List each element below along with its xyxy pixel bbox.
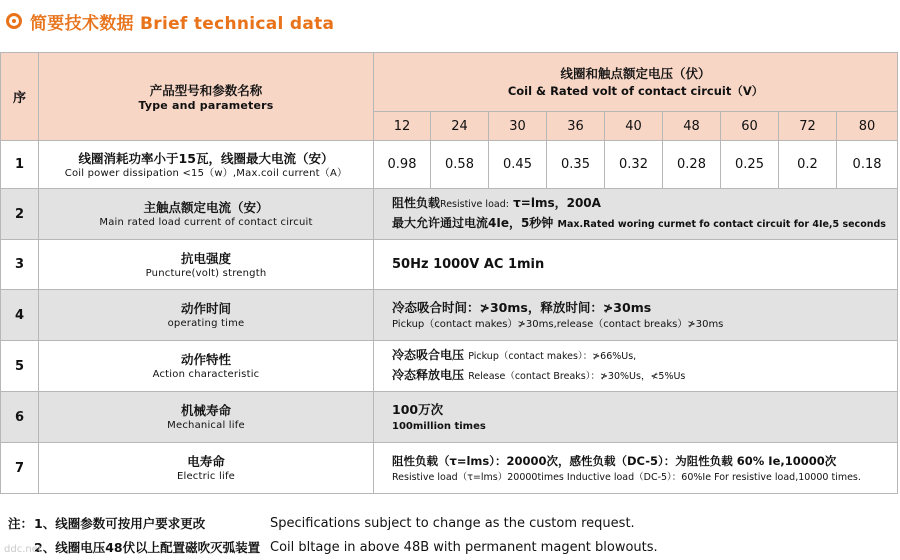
- section-title: [6, 6, 334, 36]
- row-seq: 7: [1, 443, 39, 494]
- table-row: [1, 341, 898, 392]
- row-name-cn: 主触点额定电流（安）: [143, 200, 269, 215]
- description-en: Resistive load:: [440, 199, 509, 210]
- note-row: [8, 536, 658, 560]
- table-row: [1, 392, 898, 443]
- description-line-1: [392, 346, 897, 366]
- current-value: 0.58: [431, 141, 489, 189]
- voltage-cell: 40: [605, 112, 663, 141]
- row-seq: 5: [1, 341, 39, 392]
- section-title-text: 简要技术数据 Brief technical data: [30, 13, 335, 34]
- row-name-cn: 动作特性: [180, 352, 231, 367]
- row-name-cn: 机械寿命: [180, 403, 231, 418]
- table-row: [1, 141, 898, 189]
- voltage-cell: 72: [779, 112, 837, 141]
- row-seq: 3: [1, 240, 39, 290]
- row-name: [39, 141, 374, 189]
- header-voltage-title: [374, 53, 898, 112]
- row-description: [374, 341, 898, 392]
- row-seq: 2: [1, 189, 39, 240]
- voltage-cell: 60: [721, 112, 779, 141]
- current-value: 0.32: [605, 141, 663, 189]
- row-name-cn: 抗电强度: [180, 250, 231, 266]
- note-label: 注：: [8, 516, 34, 531]
- description-en: Pickup（contact makes）：≯66%Us,: [468, 351, 637, 362]
- description-line-1: [392, 194, 897, 214]
- row-name-en: Coil power dissipation <15（w）,Max.coil current（A）: [64, 167, 348, 179]
- note-en: Coil bltage in above 48B with permanent magent blowouts.: [270, 540, 658, 555]
- current-value: 0.18: [837, 141, 898, 189]
- description-line-2: Pickup（contact makes）≯30ms,release（contact breaks）≯30ms: [392, 318, 724, 330]
- header-row: [1, 53, 898, 112]
- row-description: [374, 392, 898, 443]
- table-row: [1, 443, 898, 494]
- row-seq: 1: [1, 141, 39, 189]
- description-cn: 冷态释放电压: [392, 368, 465, 382]
- header-name: [39, 53, 374, 141]
- row-description: [374, 189, 898, 240]
- description-en: Max.Rated woring curmet fo contact circuit for 4Ie,5 seconds: [557, 219, 886, 230]
- voltage-cell: 36: [547, 112, 605, 141]
- circle-bullet-icon: [6, 13, 22, 29]
- header-voltage-cn: 线圈和触点额定电压（伏）: [560, 66, 711, 81]
- description-cn: 阻性负载: [392, 196, 441, 210]
- table-row: [1, 240, 898, 290]
- row-name: [39, 341, 374, 392]
- row-description: [374, 240, 898, 290]
- row-seq: 4: [1, 290, 39, 341]
- note-row: [8, 512, 658, 536]
- watermark: ddc.net: [4, 544, 42, 555]
- row-name-en: Mechanical life: [167, 420, 245, 431]
- current-value: 0.28: [663, 141, 721, 189]
- description-line-1: 阻性负载（τ=lms）：20000次，感性负载（DC-5）：为阻性负载 60% Ie,10000次: [392, 453, 837, 468]
- header-voltage-en: Coil & Rated volt of contact circuit（V）: [507, 84, 764, 98]
- row-description: [374, 290, 898, 341]
- table-row: [1, 189, 898, 240]
- description-cn: 冷态吸合电压: [392, 348, 465, 362]
- header-seq: 序: [1, 53, 39, 141]
- voltage-cell: 12: [374, 112, 431, 141]
- description-line-2: Resistive load（τ=lms）20000times Inductive load（DC-5）：60%Ie For resistive load,10000 times.: [392, 471, 861, 483]
- voltage-cell: 24: [431, 112, 489, 141]
- table-row: [1, 290, 898, 341]
- row-seq: 6: [1, 392, 39, 443]
- row-description: [374, 443, 898, 494]
- notes: [8, 512, 658, 560]
- row-name-en: Electric life: [176, 471, 236, 482]
- voltage-cell: 48: [663, 112, 721, 141]
- current-value: 0.98: [374, 141, 431, 189]
- description-line-2: 100million times: [392, 420, 486, 432]
- header-name-cn: 产品型号和参数名称: [149, 82, 263, 98]
- voltage-cell: 80: [837, 112, 898, 141]
- description-rest: τ=lms，200A: [513, 196, 601, 210]
- row-name: [39, 189, 374, 240]
- note-en: Specifications subject to change as the custom request.: [270, 516, 635, 531]
- description-line-1: 50Hz 1000V AC 1min: [392, 256, 545, 272]
- description-line-1: 冷态吸合时间：≯30ms，释放时间：≯30ms: [392, 299, 652, 315]
- row-name-en: Main rated load current of contact circuit: [99, 217, 313, 228]
- row-name: [39, 240, 374, 290]
- description-line-1: 100万次: [392, 401, 444, 417]
- description-cn: 最大允许通过电流4Ie，5秒钟: [392, 216, 554, 230]
- technical-data-table: [0, 52, 898, 494]
- row-name-cn: 线圈消耗功率小于15瓦，线圈最大电流（安）: [78, 150, 334, 166]
- description-en: Release（contact Breaks）：≯30%Us，≮5%Us: [468, 371, 686, 382]
- row-name: [39, 392, 374, 443]
- current-value: 0.25: [721, 141, 779, 189]
- description-line-2: [392, 214, 897, 234]
- description-line-2: [392, 366, 897, 386]
- current-value: 0.35: [547, 141, 605, 189]
- current-value: 0.45: [489, 141, 547, 189]
- row-name-en: Action characteristic: [152, 369, 260, 380]
- row-name-en: operating time: [167, 318, 245, 329]
- note-cn: 2、线圈电压48伏以上配置磁吹灭弧装置: [34, 540, 261, 555]
- row-name-cn: 动作时间: [180, 301, 231, 316]
- row-name: [39, 290, 374, 341]
- current-value: 0.2: [779, 141, 837, 189]
- header-name-en: Type and parameters: [138, 98, 274, 112]
- note-cn: 1、线圈参数可按用户要求更改: [34, 516, 206, 531]
- row-name-cn: 电寿命: [187, 454, 225, 469]
- voltage-cell: 30: [489, 112, 547, 141]
- row-name: [39, 443, 374, 494]
- row-name-en: Puncture(volt) strength: [145, 267, 267, 279]
